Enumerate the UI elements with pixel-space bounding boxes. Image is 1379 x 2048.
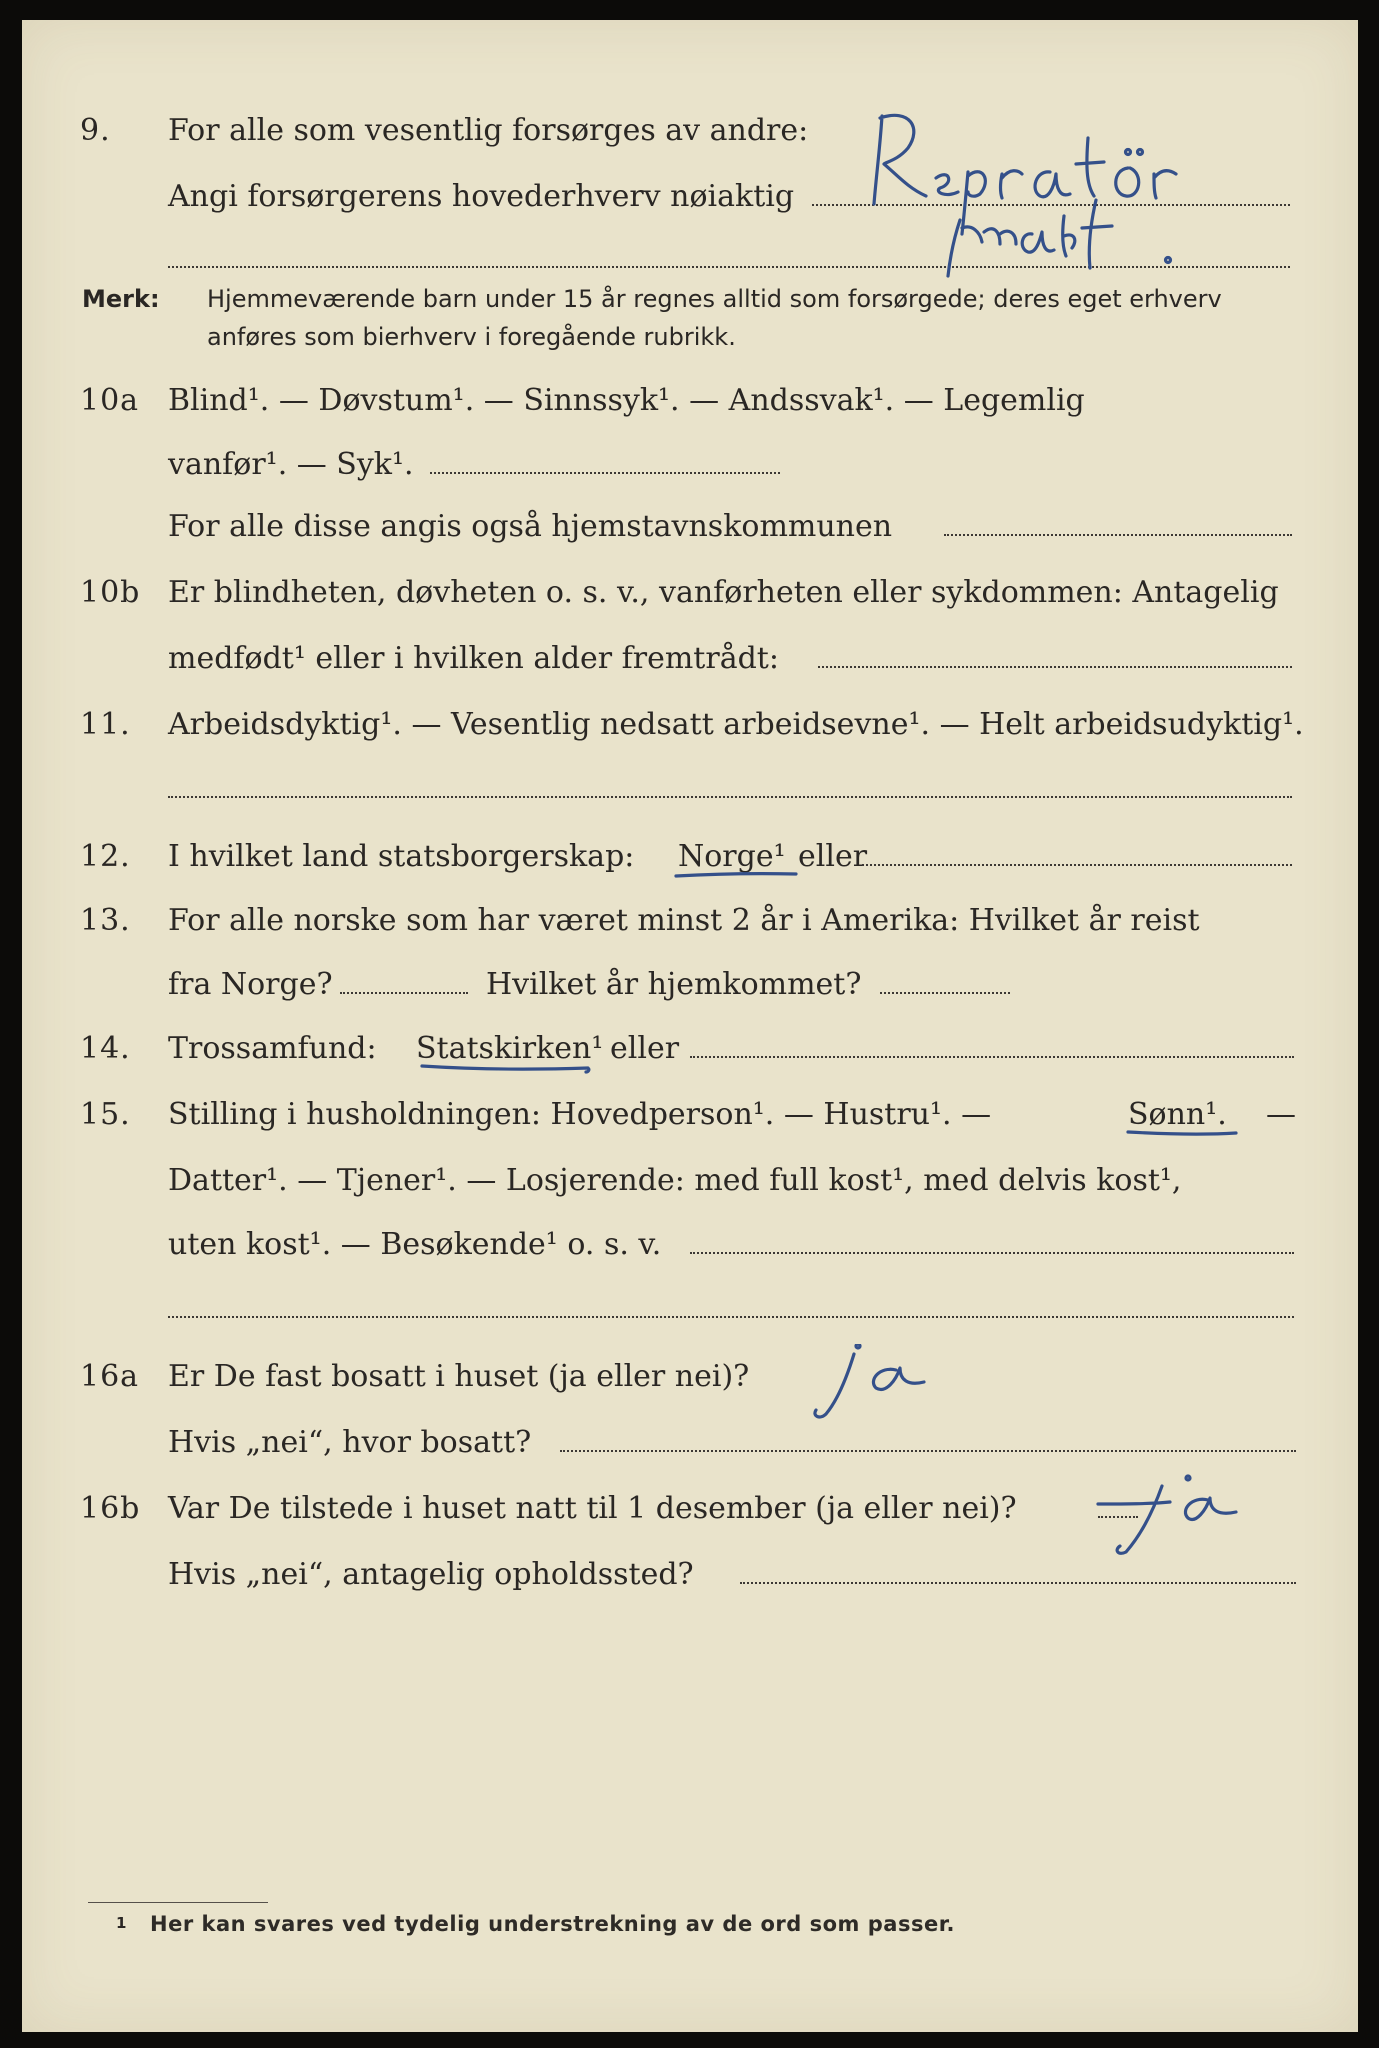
q16b-handwritten-answer [1094, 1474, 1254, 1560]
q16a-row [0, 1352, 1379, 1402]
q13-number: 13. [80, 903, 131, 938]
q16a-answer-line[interactable] [560, 1450, 1296, 1452]
q10b-row [0, 568, 1379, 618]
q13-reist-line[interactable] [340, 992, 468, 994]
q16b-text-line2: Hvis „nei“, antagelig opholdssted? [168, 1557, 694, 1592]
q12-suffix: eller [798, 839, 868, 874]
footnote-marker: 1 [116, 1914, 127, 1932]
q11-text-line1: Arbeidsdyktig¹. — Vesentlig nedsatt arbeidsevne¹. — Helt arbeidsudyktig¹. [168, 707, 1304, 742]
q10a-row-3 [0, 502, 1379, 552]
q16a-handwritten-answer [796, 1344, 946, 1424]
q16a-number: 16a [80, 1359, 140, 1394]
footnote-text [150, 1912, 1050, 1936]
q10b-number: 10b [80, 575, 141, 610]
q15-option-sonn[interactable]: Sønn¹. [1128, 1097, 1227, 1132]
q11-row [0, 700, 1379, 750]
q10a-number: 10a [80, 383, 140, 418]
q14-answer-line[interactable] [690, 1056, 1294, 1058]
q10b-row-2 [0, 634, 1379, 684]
q14-suffix: eller [610, 1031, 680, 1066]
q9-number: 9. [80, 113, 111, 148]
q12-answer-line[interactable] [862, 864, 1292, 866]
q10a-text-line1: Blind¹. — Døvstum¹. — Sinnssyk¹. — Andssvak¹. — Legemlig [168, 383, 1085, 418]
merk-row [0, 280, 1379, 318]
q10a-text-line3: For alle disse angis også hjemstavnskommunen [168, 509, 893, 544]
q16b-row-2 [0, 1550, 1379, 1600]
q15-answer-line-2[interactable] [168, 1316, 1294, 1318]
q15-number: 15. [80, 1097, 131, 1132]
merk-text-line1: Hjemmeværende barn under 15 år regnes alltid som forsørgede; deres eget erhverv [207, 285, 1222, 313]
q10b-answer-line[interactable] [818, 666, 1292, 668]
q13-row-2 [0, 960, 1379, 1010]
q9-text-line2: Angi forsørgerens hovederhverv nøiaktig [168, 179, 795, 214]
q14-underline-mark [418, 1060, 598, 1076]
q10b-text-line2: medfødt¹ eller i hvilken alder fremtrådt: [168, 641, 779, 676]
q15-dash: — [1266, 1097, 1296, 1132]
q10b-text-line1: Er blindheten, døvheten o. s. v., vanførheten eller sykdommen: Antagelig [168, 575, 1279, 610]
merk-label: Merk: [82, 285, 160, 313]
q11-number: 11. [80, 707, 131, 742]
q16a-text-line2: Hvis „nei“, hvor bosatt? [168, 1425, 532, 1460]
q10a-row [0, 376, 1379, 426]
q15-text-line2: Datter¹. — Tjener¹. — Losjerende: med full kost¹, med delvis kost¹, [168, 1163, 1182, 1198]
q10a-kommune-line[interactable] [944, 534, 1292, 536]
q9-handwritten-answer [850, 108, 1250, 278]
q14-row [0, 1024, 1379, 1074]
q14-number: 14. [80, 1031, 131, 1066]
footnote-text-content: Her kan svares ved tydelig understrekning av de ord som passer. [150, 1912, 956, 1936]
q15-text-line3: uten kost¹. — Besøkende¹ o. s. v. [168, 1227, 662, 1262]
q10a-text-line2: vanfør¹. — Syk¹. [168, 447, 414, 482]
merk-row-2 [0, 318, 1379, 356]
q9-text-line1: For alle som vesentlig forsørges av andre: [168, 113, 809, 148]
q15-text-line1a: Stilling i husholdningen: Hovedperson¹. — Hustru¹. — [168, 1097, 992, 1132]
q12-underline-mark [672, 868, 802, 882]
q15-row-2 [0, 1156, 1379, 1206]
q13-text-line1: For alle norske som har været minst 2 år i Amerika: Hvilket år reist [168, 903, 1200, 938]
q16a-row-2 [0, 1418, 1379, 1468]
q13-text-line2a: fra Norge? [168, 967, 333, 1002]
q16a-text-line1: Er De fast bosatt i huset (ja eller nei)? [168, 1359, 750, 1394]
q13-hjemkommet-line[interactable] [880, 992, 1010, 994]
q10a-row-2 [0, 440, 1379, 490]
q16b-text-line1: Var De tilstede i huset natt til 1 desember (ja eller nei)? [168, 1491, 1017, 1526]
merk-text-line2: anføres som bierhverv i foregående rubrikk. [207, 323, 736, 351]
q10a-answer-line[interactable] [430, 472, 780, 474]
footnote-rule [88, 1902, 268, 1903]
q15-row-3 [0, 1220, 1379, 1270]
q13-row [0, 896, 1379, 946]
q12-text: I hvilket land statsborgerskap: [168, 839, 635, 874]
q15-underline-mark [1124, 1126, 1244, 1140]
q12-number: 12. [80, 839, 131, 874]
q16b-number: 16b [80, 1491, 141, 1526]
q15-answer-line[interactable] [690, 1252, 1294, 1254]
q13-text-line2b: Hvilket år hjemkommet? [486, 967, 862, 1002]
q14-text: Trossamfund: [168, 1031, 377, 1066]
q14-option-statskirken[interactable]: Statskirken¹ [416, 1031, 604, 1066]
q12-option-norge[interactable]: Norge¹ [678, 839, 786, 874]
q16b-answer-line-2[interactable] [740, 1582, 1296, 1584]
q11-answer-line[interactable] [168, 796, 1292, 798]
